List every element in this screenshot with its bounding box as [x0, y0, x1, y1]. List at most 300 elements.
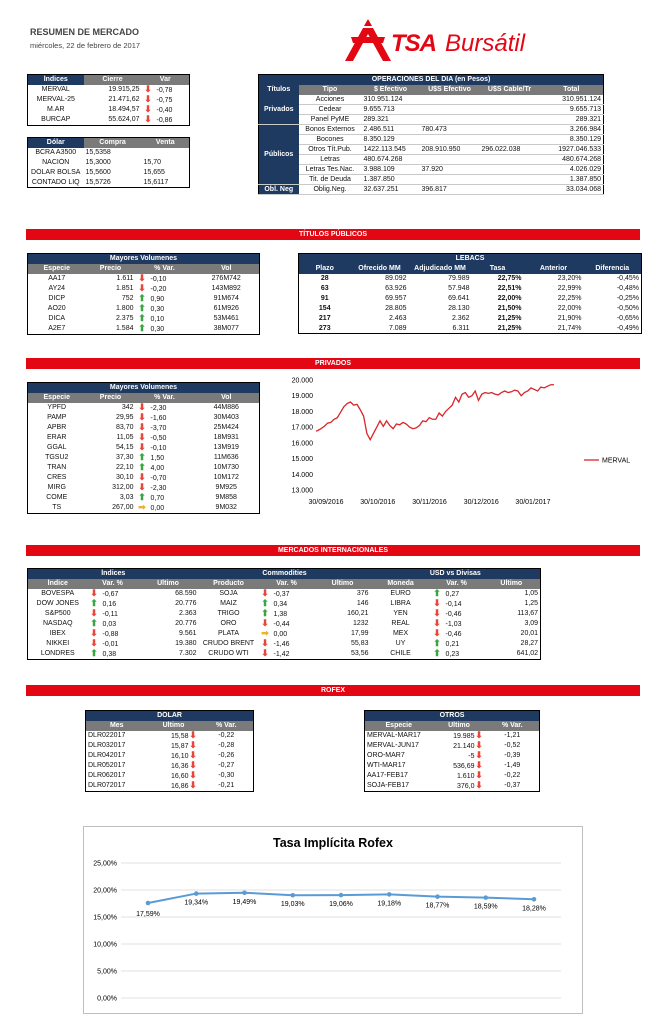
intl-col-header: Moneda [371, 579, 431, 589]
intl-row [28, 629, 541, 639]
operaciones-group-label: Públicos [259, 125, 299, 185]
arrow-down-icon: ⬇ [189, 780, 197, 790]
rofex-value-cell [148, 731, 200, 741]
intl-name: S&P500 [44, 610, 71, 617]
column-header: Vol [194, 264, 260, 274]
variation-value: -0,01 [102, 640, 119, 648]
rofex-row [365, 781, 540, 792]
arrow-down-icon: ⬇ [189, 770, 197, 780]
operaciones-group-label: Privados [259, 95, 299, 125]
operaciones-col-header: U$S Cable/Tr [480, 85, 540, 95]
operaciones-row [259, 145, 604, 155]
arrow-down-icon: ⬇ [189, 750, 197, 760]
intl-name: NASDAQ [42, 620, 73, 627]
lebac-cell: -0,48% [616, 285, 640, 292]
intl-last: 1232 [352, 620, 369, 627]
logo-bursatil-text: Bursátil [445, 30, 526, 57]
rofex-value: 19.985 [453, 732, 475, 740]
species-price: 1.584 [115, 325, 134, 332]
arrow-up-icon: ⬆ [433, 638, 441, 648]
x-tick-label: 30/10/2016 [360, 499, 396, 506]
operaciones-cell: 780.473 [420, 125, 480, 135]
report-title: RESUMEN DE MERCADO [30, 27, 140, 37]
intl-name: NIKKEI [46, 640, 70, 647]
intl-name: YEN [393, 610, 408, 617]
species-volume: 9M858 [215, 494, 237, 501]
operaciones-row [259, 95, 604, 105]
y-tick-label: 5,00% [97, 968, 117, 976]
arrow-down-icon: ⬇ [138, 273, 146, 283]
species-volume: 10M730 [213, 464, 239, 471]
y-tick-label: 20.000 [291, 377, 313, 385]
index-var: -0,40 [156, 106, 173, 114]
intl-group-divisas: USD vs Divisas [371, 569, 541, 579]
tasa-data-label: 18,77% [425, 902, 450, 910]
variation-cell [136, 473, 194, 483]
operaciones-cell: 1.387.850 [362, 175, 420, 185]
arrow-up-icon: ⬆ [90, 648, 98, 658]
intl-last: 113,67 [517, 610, 539, 617]
variation-cell [136, 413, 194, 423]
lebac-cell: 28 [320, 275, 329, 282]
arrow-down-icon: ⬇ [475, 730, 483, 740]
arrow-up-icon: ⬆ [433, 648, 441, 658]
rofex-value: 16,10 [170, 752, 189, 760]
arrow-down-icon: ⬇ [189, 760, 197, 770]
rofex-var: -0,52 [504, 742, 521, 749]
variation-cell [88, 589, 138, 599]
dolar-name: NACIÓN [42, 159, 70, 166]
operaciones-cell: 480.674.268 [362, 155, 420, 165]
arrow-down-icon: ⬇ [90, 608, 98, 618]
lebac-row [299, 314, 642, 324]
arrow-right-icon: ➡ [261, 628, 269, 638]
intl-name: SOJA [219, 590, 238, 597]
variation-value: -0,88 [102, 630, 119, 638]
report-date: miércoles, 22 de febrero de 2017 [30, 41, 141, 50]
operaciones-cell: 396.817 [420, 185, 480, 195]
variation-cell [88, 599, 138, 609]
logo-tsa-text: TSA [391, 30, 436, 57]
variation-value: -1,42 [273, 650, 290, 658]
arrow-down-icon: ⬇ [144, 84, 152, 94]
lebac-cell: 21,90% [557, 315, 582, 322]
y-tick-label: 10,00% [93, 941, 117, 949]
species-name: AA17 [48, 275, 66, 282]
dolar-venta [142, 148, 190, 158]
rofex-value: 16,36 [170, 762, 189, 770]
species-name: TRAN [47, 464, 67, 471]
species-volume: 9M925 [215, 484, 237, 491]
operaciones-cell: 1.387.850 [540, 175, 604, 185]
dolar-name: BCRA A3500 [35, 149, 77, 156]
rofex-value-cell [148, 741, 200, 751]
index-close: 19.915,25 [108, 86, 140, 93]
merval-series-line [316, 385, 554, 440]
rofex-row [365, 761, 540, 771]
operaciones-col-header: $ Efectivo [362, 85, 420, 95]
operaciones-row [259, 165, 604, 175]
dolar-compra: 15,5726 [85, 178, 111, 186]
column-header: % Var. [486, 721, 540, 731]
arrow-down-icon: ⬇ [433, 628, 441, 638]
operaciones-cell: 33.034.068 [540, 185, 604, 195]
column-header: Anterior [524, 264, 584, 274]
operaciones-cell: Tit. de Deuda [299, 175, 362, 185]
arrow-up-icon: ⬆ [138, 293, 146, 303]
species-volume: 30M403 [213, 414, 239, 421]
index-var: -0,75 [156, 96, 173, 104]
arrow-down-icon: ⬇ [189, 740, 197, 750]
intl-last: 53,56 [351, 650, 369, 657]
variation-value: 1,38 [273, 610, 288, 618]
tsa-logo-mark [343, 17, 393, 63]
rofex-var: -0,30 [218, 772, 235, 779]
volume-row [28, 473, 260, 483]
column-header: % Var. [136, 393, 194, 403]
species-volume: 18M931 [213, 434, 239, 441]
column-header: Adjudicado MM [409, 264, 472, 274]
dolar-compra: 15,3000 [85, 159, 111, 166]
lebac-cell: 22,51% [497, 285, 522, 292]
species-volume: 91M674 [213, 295, 239, 302]
lebac-row [299, 284, 642, 294]
publicos-volumenes-table [27, 253, 260, 335]
operaciones-cell: 8.350.129 [362, 135, 420, 145]
intl-name: LIBRA [390, 600, 411, 607]
dolar-row [28, 148, 190, 158]
operaciones-cell: Bocones [299, 135, 362, 145]
rofex-name: DLR072017 [88, 782, 126, 789]
rofex-value-cell [148, 781, 200, 792]
arrow-down-icon: ⬇ [433, 598, 441, 608]
rofex-var: -1,21 [504, 732, 521, 739]
operaciones-cell: 32.637.251 [362, 185, 420, 195]
species-name: TS [52, 504, 62, 511]
variation-value: -0,37 [273, 590, 290, 598]
rofex-value: 16,60 [170, 772, 189, 780]
operaciones-cell: Oblig.Neg. [299, 185, 362, 195]
dolar-table [27, 137, 190, 188]
intl-row [28, 639, 541, 649]
operaciones-cell [480, 165, 540, 175]
variation-cell [259, 649, 315, 660]
operaciones-title: OPERACIONES DEL DIA (en Pesos) [259, 75, 604, 85]
variation-value: -0,11 [102, 610, 118, 618]
variation-cell [431, 639, 483, 649]
column-header: Ofrecido MM [351, 264, 409, 274]
operaciones-cell: 3.988.109 [362, 165, 420, 175]
rofex-value-cell [433, 751, 486, 761]
variation-cell [431, 619, 483, 629]
x-tick-label: 30/09/2016 [308, 499, 344, 506]
intl-col-header: Ultimo [483, 579, 541, 589]
tasa-data-point [339, 893, 344, 898]
tasa-data-point [242, 890, 247, 895]
column-header: % Var. [200, 721, 254, 731]
arrow-up-icon: ⬆ [138, 462, 146, 472]
variation-cell [136, 324, 194, 335]
tasa-data-label: 18,59% [473, 903, 498, 911]
rofex-row [365, 741, 540, 751]
index-var-cell [142, 95, 190, 105]
rofex-name: DLR062017 [88, 772, 126, 779]
lebac-cell: 22,00% [497, 295, 522, 302]
indices-table [27, 74, 190, 126]
rofex-name: DLR022017 [88, 732, 126, 739]
variation-value: 0,30 [150, 325, 165, 333]
column-header: Tasa [472, 264, 524, 274]
volume-row [28, 493, 260, 503]
operaciones-cell [420, 135, 480, 145]
intl-name: IBEX [49, 630, 66, 637]
arrow-up-icon: ⬆ [261, 598, 269, 608]
section-mercados-internacionales: MERCADOS INTERNACIONALES [26, 545, 640, 556]
volume-row [28, 423, 260, 433]
lebac-cell: -0,25% [616, 295, 640, 302]
rofex-row [86, 781, 254, 792]
y-tick-label: 14.000 [291, 471, 313, 479]
operaciones-cell: Acciones [299, 95, 362, 105]
lebac-cell: 63 [320, 285, 329, 292]
arrow-up-icon: ⬆ [138, 492, 146, 502]
rofex-row [86, 741, 254, 751]
intl-name: EURO [390, 590, 411, 597]
volume-row [28, 453, 260, 463]
rofex-value: 16,86 [170, 782, 189, 790]
rofex-value-cell [433, 731, 486, 741]
intl-name: MAIZ [220, 600, 237, 607]
variation-cell [136, 433, 194, 443]
species-name: CRES [47, 474, 67, 481]
tasa-data-label: 18,28% [522, 905, 546, 913]
operaciones-cell: Letras Tes.Nac. [299, 165, 362, 175]
operaciones-cell: Panel PyME [299, 115, 362, 125]
rofex-row [86, 771, 254, 781]
operaciones-cell: 3.266.984 [540, 125, 604, 135]
intl-last: 146 [356, 600, 369, 607]
dolar-name: DÓLAR BOLSA [31, 169, 81, 176]
species-price: 752 [121, 295, 134, 302]
variation-value: 0,34 [273, 600, 288, 608]
variation-value: -2,30 [150, 484, 167, 492]
index-name: M.AR [47, 106, 65, 113]
volume-row [28, 314, 260, 324]
arrow-down-icon: ⬇ [261, 618, 269, 628]
lebac-cell: 22,00% [557, 305, 582, 312]
intl-last: 20.776 [175, 600, 197, 607]
lebac-cell: 21,50% [497, 305, 522, 312]
intl-last: 2.363 [179, 610, 197, 617]
operaciones-cell [420, 175, 480, 185]
operaciones-cell [420, 115, 480, 125]
arrow-down-icon: ⬇ [433, 608, 441, 618]
species-name: AO20 [47, 305, 66, 312]
species-volume: 53M461 [213, 315, 239, 322]
column-header: Especie [28, 393, 86, 403]
arrow-down-icon: ⬇ [261, 588, 269, 598]
intl-row [28, 609, 541, 619]
operaciones-cell [420, 155, 480, 165]
y-tick-label: 25,00% [93, 860, 117, 868]
intl-last: 68.590 [175, 590, 197, 597]
operaciones-group-label: Obl. Neg [259, 185, 299, 195]
index-row [28, 115, 190, 126]
variation-value: 4,00 [150, 464, 165, 472]
species-name: TGSU2 [45, 454, 69, 461]
arrow-up-icon: ⬆ [138, 313, 146, 323]
operaciones-cell: 9.655.713 [540, 105, 604, 115]
operaciones-cell: 37.920 [420, 165, 480, 175]
lebac-cell: 273 [318, 324, 331, 332]
variation-value: 0,21 [445, 640, 460, 648]
rofex-value-cell [148, 771, 200, 781]
lebac-cell: -0,50% [616, 305, 640, 312]
variation-cell [136, 493, 194, 503]
rofex-value: 15,87 [170, 742, 189, 750]
species-name: GGAL [47, 444, 67, 451]
intl-row [28, 649, 541, 660]
intl-group-commodities: Commodities [199, 569, 371, 579]
column-header: Plazo [299, 264, 351, 274]
species-volume: 11M636 [213, 454, 239, 461]
operaciones-row [259, 155, 604, 165]
operaciones-cell [480, 95, 540, 105]
index-var-cell [142, 85, 190, 95]
species-price: 2.375 [115, 315, 134, 322]
intl-last: 20,01 [520, 630, 539, 637]
species-price: 267,00 [112, 504, 134, 511]
variation-value: -0,10 [150, 444, 167, 452]
privados-volumenes-table [27, 382, 260, 514]
variation-cell [136, 284, 194, 294]
x-tick-label: 30/01/2017 [515, 499, 551, 506]
species-volume: 38M077 [213, 325, 239, 332]
tasa-data-label: 19,18% [377, 900, 402, 908]
indices-header-close: Cierre [84, 75, 142, 85]
operaciones-cell [420, 105, 480, 115]
variation-cell [136, 274, 194, 284]
rofex-name: DLR052017 [88, 762, 126, 769]
rofex-name: MERVAL-MAR17 [367, 732, 421, 739]
variation-cell [88, 609, 138, 619]
lebac-row [299, 304, 642, 314]
privados-volumenes-title: Mayores Volumenes [28, 383, 260, 393]
variation-value: 0,00 [150, 504, 165, 512]
operaciones-cell [480, 125, 540, 135]
indices-header-var: Var [142, 75, 190, 85]
rofex-name: ORO-MAR7 [367, 752, 405, 759]
tasa-data-point [483, 895, 488, 900]
species-name: APBR [47, 424, 67, 431]
species-volume: 276M742 [211, 275, 241, 282]
species-volume: 61M926 [213, 305, 239, 312]
operaciones-cell: 2.486.511 [362, 125, 420, 135]
species-price: 30,10 [115, 474, 134, 481]
operaciones-row [259, 175, 604, 185]
arrow-down-icon: ⬇ [261, 648, 269, 658]
operaciones-col-header: Títulos [259, 85, 299, 95]
rofex-value-cell [433, 741, 486, 751]
arrow-up-icon: ⬆ [138, 452, 146, 462]
lebac-cell: 154 [318, 305, 331, 312]
arrow-down-icon: ⬇ [144, 114, 152, 124]
rofex-otros-title: OTROS [365, 711, 540, 721]
index-var-cell [142, 115, 190, 126]
operaciones-cell: Letras [299, 155, 362, 165]
operaciones-cell: Otros Tít.Pub. [299, 145, 362, 155]
column-header: % Var. [136, 264, 194, 274]
variation-cell [88, 649, 138, 660]
operaciones-cell: Cedear [299, 105, 362, 115]
operaciones-cell: 4.026.029 [540, 165, 604, 175]
rofex-value: -5 [468, 752, 475, 760]
arrow-down-icon: ⬇ [475, 740, 483, 750]
variation-cell [136, 304, 194, 314]
lebacs-table [298, 253, 642, 334]
x-tick-label: 30/11/2016 [412, 499, 447, 506]
y-tick-label: 19.000 [291, 393, 313, 401]
rofex-value: 21.140 [453, 742, 475, 750]
variation-value: -0,44 [273, 620, 290, 628]
rofex-otros-table [364, 710, 540, 792]
arrow-up-icon: ⬆ [433, 588, 441, 598]
lebac-cell: 6.311 [452, 324, 470, 332]
arrow-up-icon: ⬆ [90, 618, 98, 628]
variation-value: 0,23 [445, 650, 460, 658]
rofex-row [365, 771, 540, 781]
operaciones-cell: 208.910.950 [420, 145, 480, 155]
operaciones-row [259, 115, 604, 125]
volume-row [28, 413, 260, 423]
rofex-var: -0,22 [504, 772, 521, 779]
arrow-up-icon: ⬆ [261, 608, 269, 618]
lebac-cell: -0,65% [616, 315, 640, 322]
species-name: DICA [48, 315, 66, 322]
arrow-down-icon: ⬇ [90, 638, 98, 648]
variation-value: 0,27 [445, 590, 460, 598]
species-price: 11,05 [116, 434, 134, 441]
lebac-cell: 21,74% [557, 324, 582, 332]
lebac-cell: 57.948 [448, 285, 470, 292]
section-privados: PRIVADOS [26, 358, 640, 369]
intl-name: UY [395, 640, 406, 647]
species-price: 22,10 [115, 464, 134, 471]
arrow-down-icon: ⬇ [144, 94, 152, 104]
species-price: 1.611 [116, 275, 134, 282]
species-volume: 143M892 [211, 285, 241, 292]
lebac-cell: 69.957 [385, 295, 407, 302]
operaciones-row [259, 185, 604, 195]
dolar-row [28, 168, 190, 178]
rofex-value-cell [148, 761, 200, 771]
arrow-down-icon: ⬇ [138, 472, 146, 482]
species-price: 3,03 [119, 494, 134, 501]
arrow-up-icon: ⬆ [138, 323, 146, 333]
variation-value: -1,60 [150, 414, 167, 422]
operaciones-col-header: Total [540, 85, 604, 95]
operaciones-cell: 8.350.129 [540, 135, 604, 145]
dolar-name: CONTADO LIQ [31, 178, 80, 186]
tasa-data-label: 19,03% [280, 901, 305, 909]
tasa-data-label: 17,59% [136, 911, 160, 919]
species-name: MIRG [47, 484, 66, 491]
section-rofex: ROFEX [26, 685, 640, 696]
y-tick-label: 17.000 [291, 424, 313, 432]
variation-value: 0,38 [102, 650, 117, 658]
volume-row [28, 443, 260, 453]
x-tick-label: 30/12/2016 [463, 499, 499, 506]
